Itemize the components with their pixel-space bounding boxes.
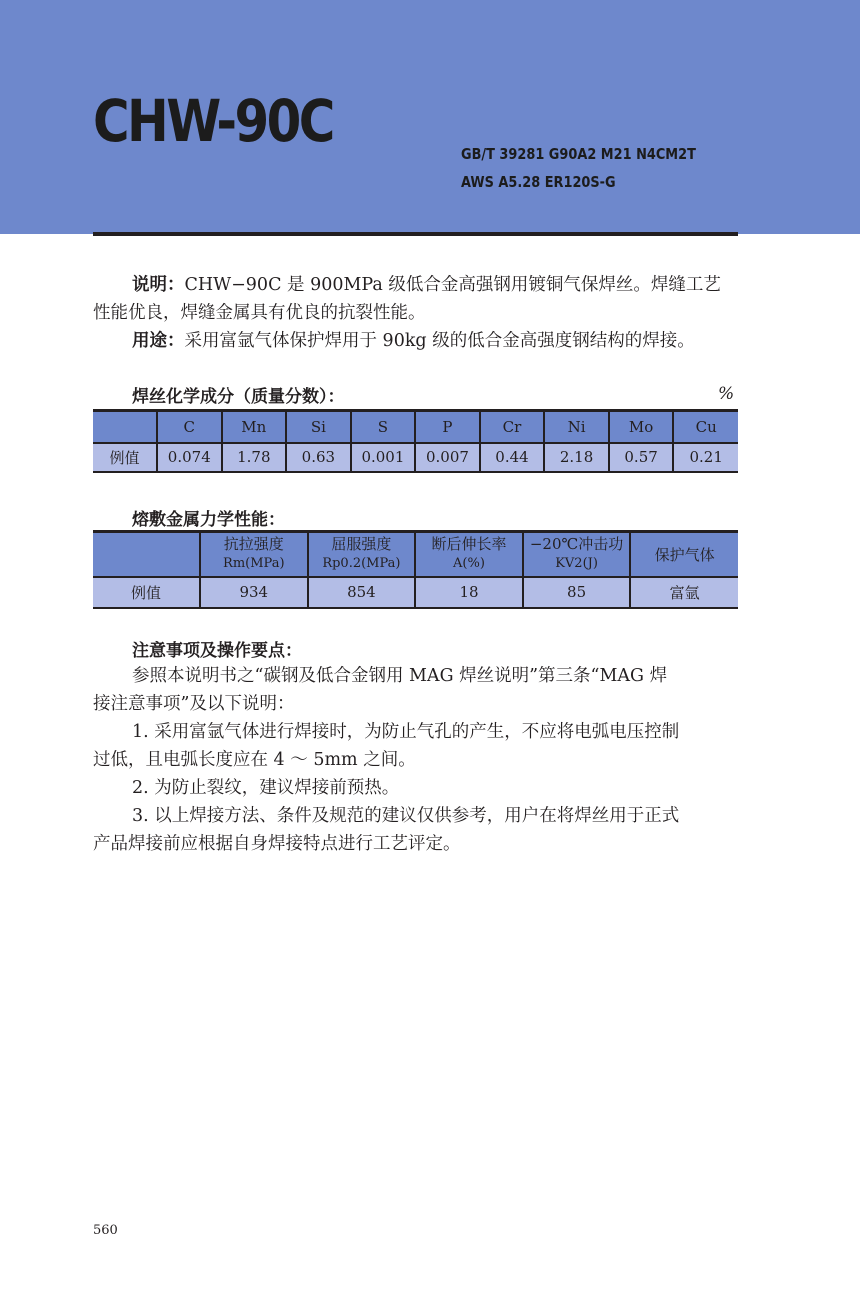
page-number: 560 [93, 1223, 118, 1238]
chem-unit: % [718, 384, 735, 404]
mech-value-row [93, 577, 738, 608]
chem-value-cr: 0.44 [480, 443, 545, 472]
notes-title: 注意事项及操作要点： [132, 641, 302, 661]
chem-value-row [93, 443, 738, 472]
mech-header-impact-name: −20℃冲击功 [529, 535, 624, 554]
description-label: 说明： [132, 275, 185, 295]
description-line-2: 性能优良，焊缝金属具有优良的抗裂性能。 [93, 303, 426, 323]
chem-value-si: 0.63 [286, 443, 351, 472]
mech-header-tensile-unit: Rm(MPa) [223, 556, 285, 572]
chem-header-ni: Ni [544, 411, 609, 443]
mech-value-impact: 85 [523, 577, 631, 608]
mech-title: 熔敷金属力学性能： [132, 510, 285, 530]
mech-header-elongation-unit: A(%) [453, 556, 485, 572]
mech-value-gas: 富氩 [630, 577, 738, 608]
chem-header-s: S [351, 411, 416, 443]
chem-value-mn: 1.78 [222, 443, 287, 472]
description [93, 271, 738, 355]
mech-value-tensile: 934 [200, 577, 308, 608]
chem-header-cr: Cr [480, 411, 545, 443]
notes-line: 1. 采用富氩气体进行焊接时，为防止气孔的产生，不应将电弧电压控制 [132, 722, 680, 742]
notes-line: 接注意事项”及以下说明： [93, 694, 295, 714]
usage-label: 用途： [132, 331, 185, 351]
standard-gb: GB/T 39281 G90A2 M21 N4CM2T [461, 145, 696, 163]
chem-header-mo: Mo [609, 411, 674, 443]
notes-line: 2. 为防止裂纹，建议焊接前预热。 [132, 778, 400, 798]
mech-row-label: 例值 [93, 577, 200, 608]
header-band [0, 0, 860, 234]
chem-header-si: Si [286, 411, 351, 443]
notes-line: 过低，且电弧长度应在 4 ～ 5mm 之间。 [93, 750, 416, 770]
chem-header-c: C [157, 411, 222, 443]
header-rule [93, 232, 738, 236]
mech-header-blank [93, 532, 200, 577]
mech-header-elongation-name: 断后伸长率 [431, 535, 507, 554]
usage-text: 采用富氩气体保护焊用于 90kg 级的低合金高强度钢结构的焊接。 [184, 331, 695, 351]
product-title: CHW-90C [93, 87, 333, 155]
mech-header-row [93, 532, 738, 577]
chem-header-mn: Mn [222, 411, 287, 443]
mech-header-yield [308, 532, 416, 577]
mech-header-yield-unit: Rp0.2(MPa) [322, 556, 401, 572]
mech-value-elongation: 18 [415, 577, 523, 608]
chem-header-blank [93, 411, 157, 443]
chem-title: 焊丝化学成分（质量分数）： [132, 387, 345, 407]
chem-value-cu: 0.21 [673, 443, 738, 472]
mech-value-yield: 854 [308, 577, 416, 608]
notes-line: 产品焊接前应根据自身焊接特点进行工艺评定。 [93, 834, 461, 854]
notes-line: 3. 以上焊接方法、条件及规范的建议仅供参考，用户在将焊丝用于正式 [132, 806, 680, 826]
mech-header-gas: 保护气体 [630, 532, 738, 577]
notes-line: 参照本说明书之“碳钢及低合金钢用 MAG 焊丝说明”第三条“MAG 焊 [132, 666, 668, 686]
mech-table [93, 530, 738, 609]
chem-header-p: P [415, 411, 480, 443]
standard-aws: AWS A5.28 ER120S-G [461, 173, 616, 191]
chem-value-s: 0.001 [351, 443, 416, 472]
mech-header-impact [523, 532, 631, 577]
mech-header-tensile-name: 抗拉强度 [223, 535, 284, 554]
mech-header-tensile [200, 532, 308, 577]
chem-row-label: 例值 [93, 443, 157, 472]
chem-header-row [93, 411, 738, 443]
chem-header-cu: Cu [673, 411, 738, 443]
chem-value-p: 0.007 [415, 443, 480, 472]
notes-body [93, 662, 738, 858]
chem-value-ni: 2.18 [544, 443, 609, 472]
mech-header-yield-name: 屈服强度 [331, 535, 392, 554]
chem-value-c: 0.074 [157, 443, 222, 472]
mech-header-elongation [415, 532, 523, 577]
chem-table [93, 409, 738, 473]
chem-value-mo: 0.57 [609, 443, 674, 472]
description-line-1: CHW−90C 是 900MPa 级低合金高强钢用镀铜气保焊丝。焊缝工艺 [184, 275, 721, 295]
mech-header-impact-unit: KV2(J) [555, 556, 598, 572]
